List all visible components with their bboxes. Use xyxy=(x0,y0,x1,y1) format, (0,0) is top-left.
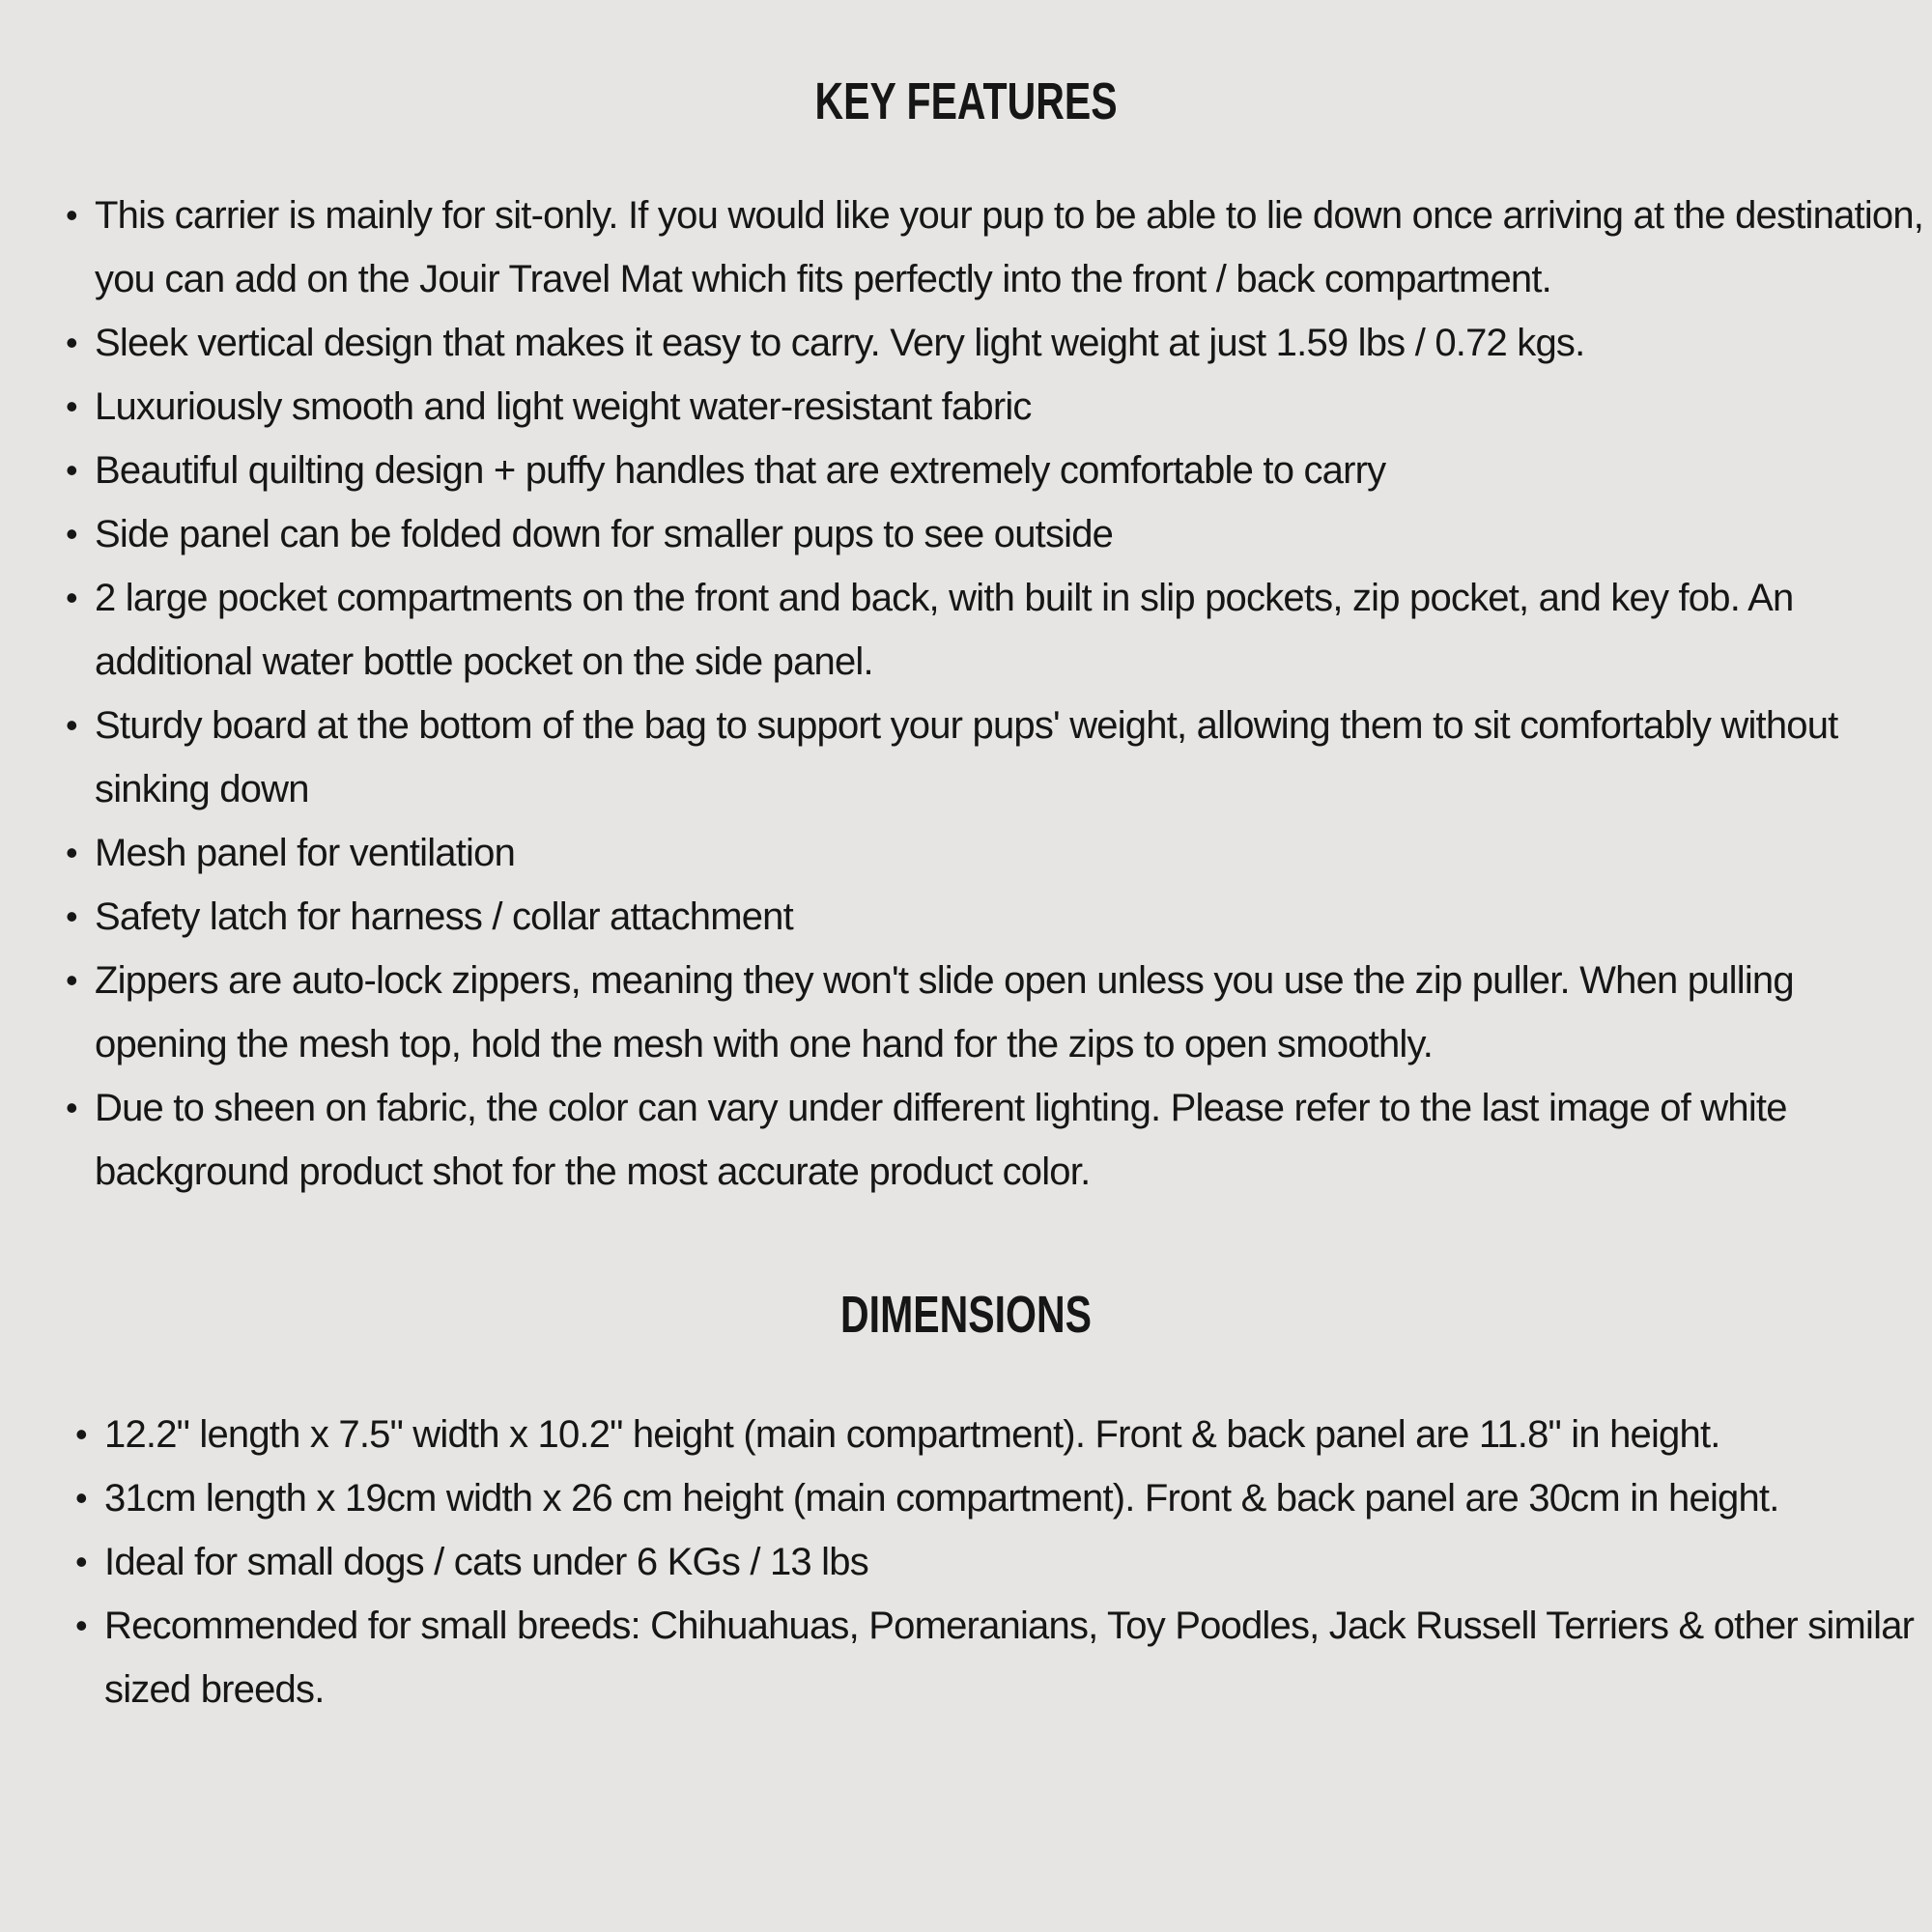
feature-item: • Safety latch for harness / collar attachment xyxy=(95,885,1924,949)
dimensions-title-text: DIMENSIONS xyxy=(840,1286,1092,1344)
feature-item: • Luxuriously smooth and light weight water-resistant fabric xyxy=(95,375,1924,439)
dimension-item: • 12.2" length x 7.5" width x 10.2" height (main compartment). Front & back panel are 11.8" in height. xyxy=(104,1403,1924,1466)
feature-item: • Due to sheen on fabric, the color can vary under different lighting. Please refer to the last image of white background product shot for the most accurate product color. xyxy=(95,1076,1924,1204)
feature-item: • Beautiful quilting design + puffy handles that are extremely comfortable to carry xyxy=(95,439,1924,502)
dimension-item: • Ideal for small dogs / cats under 6 KGs / 13 lbs xyxy=(104,1530,1924,1594)
feature-item: • Zippers are auto-lock zippers, meaning they won't slide open unless you use the zip puller. When pulling opening the mesh top, hold the mesh with one hand for the zips to open smoothly. xyxy=(95,949,1924,1076)
dimension-item: • Recommended for small breeds: Chihuahuas, Pomeranians, Toy Poodles, Jack Russell Terriers & other similar sized breeds. xyxy=(104,1594,1924,1721)
key-features-title xyxy=(0,72,1932,130)
feature-item: • 2 large pocket compartments on the front and back, with built in slip pockets, zip pocket, and key fob. An additional water bottle pocket on the side panel. xyxy=(95,566,1924,694)
key-features-list xyxy=(0,184,1924,1204)
feature-item: • Side panel can be folded down for smaller pups to see outside xyxy=(95,502,1924,566)
dimension-item: • 31cm length x 19cm width x 26 cm height (main compartment). Front & back panel are 30cm in height. xyxy=(104,1466,1924,1530)
feature-item: • Sturdy board at the bottom of the bag to support your pups' weight, allowing them to sit comfortably without sinking down xyxy=(95,694,1924,821)
dimensions-title xyxy=(0,1286,1932,1344)
key-features-title-text: KEY FEATURES xyxy=(814,72,1118,130)
feature-item: • Sleek vertical design that makes it easy to carry. Very light weight at just 1.59 lbs / 0.72 kgs. xyxy=(95,311,1924,375)
dimensions-list xyxy=(0,1403,1924,1721)
feature-item: • Mesh panel for ventilation xyxy=(95,821,1924,885)
feature-item: • This carrier is mainly for sit-only. If you would like your pup to be able to lie down once arriving at the destination, you can add on the Jouir Travel Mat which fits perfectly into the front / back compartment. xyxy=(95,184,1924,311)
